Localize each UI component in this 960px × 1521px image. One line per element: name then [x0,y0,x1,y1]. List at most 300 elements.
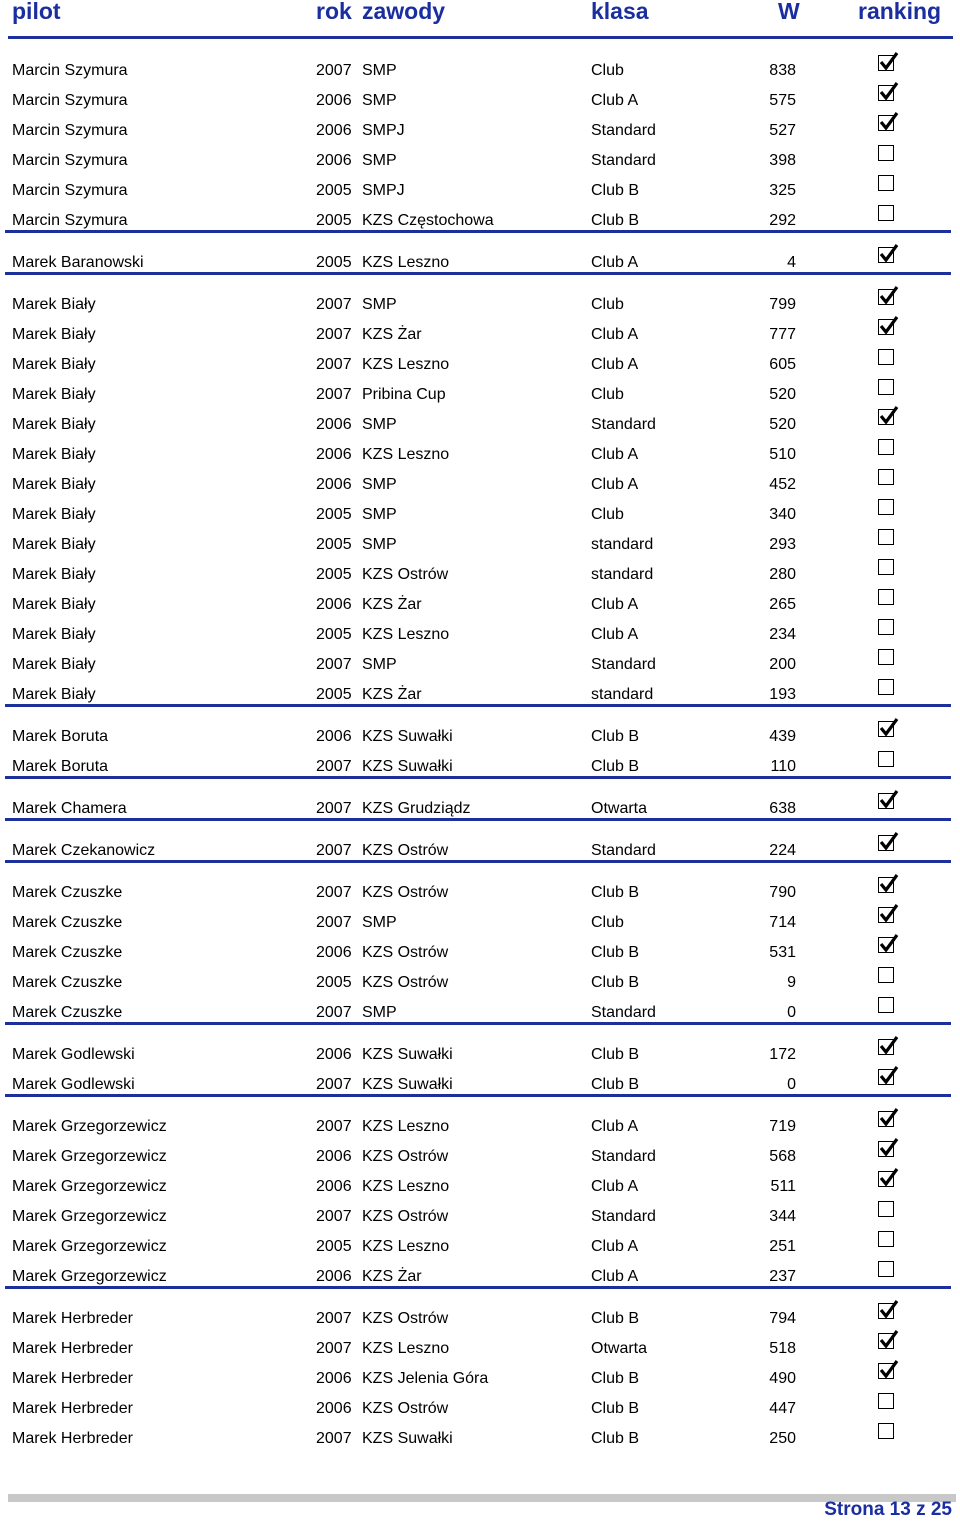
ranking-checkbox[interactable] [878,907,894,923]
ranking-checkbox[interactable] [878,997,894,1013]
cell-w: 520 [769,416,796,433]
cell-rok: 2007 [316,914,352,931]
cell-klasa: Club A [591,1118,639,1135]
ranking-checkbox[interactable] [878,1333,894,1349]
cell-klasa: Club B [591,1430,640,1447]
cell-zawody: KZS Suwałki [362,1046,453,1063]
cell-zawody: KZS Grudziądz [362,800,471,817]
cell-w: 4 [787,254,796,271]
table-row [0,534,960,564]
header-rok: rok [316,0,352,24]
cell-w: 234 [769,626,796,643]
cell-klasa: Club B [591,1046,640,1063]
checkmark-icon [878,1300,900,1320]
ranking-checkbox[interactable] [878,175,894,191]
cell-rok: 2006 [316,446,352,463]
table-row [0,180,960,210]
cell-rok: 2007 [316,1208,352,1225]
cell-klasa: Club B [591,974,640,991]
cell-w: 777 [769,326,796,343]
header-ranking: ranking [858,0,942,24]
cell-w: 531 [769,944,796,961]
cell-w: 0 [787,1076,796,1093]
group-divider [5,818,951,821]
footer-bar [8,1494,956,1502]
cell-zawody: KZS Suwałki [362,758,453,775]
ranking-checkbox[interactable] [878,529,894,545]
checkmark-icon [878,406,900,426]
table-row [0,942,960,972]
cell-pilot: Marek Boruta [12,728,109,745]
ranking-checkbox[interactable] [878,205,894,221]
table-row [0,504,960,534]
cell-rok: 2007 [316,326,352,343]
table-row [0,354,960,384]
cell-w: 237 [769,1268,796,1285]
ranking-checkbox[interactable] [878,85,894,101]
cell-pilot: Marek Biały [12,566,96,583]
ranking-checkbox[interactable] [878,1423,894,1439]
table-row [0,252,960,282]
cell-w: 340 [769,506,796,523]
table-row [0,594,960,624]
cell-pilot: Marek Czuszke [12,944,123,961]
checkmark-icon [878,1330,900,1350]
checkmark-icon [878,904,900,924]
table-row [0,882,960,912]
table-row [0,384,960,414]
ranking-checkbox[interactable] [878,409,894,425]
cell-klasa: standard [591,536,654,553]
cell-klasa: Standard [591,122,656,139]
cell-klasa: standard [591,566,654,583]
cell-pilot: Marek Herbreder [12,1370,133,1387]
table-row [0,1176,960,1206]
cell-klasa: Club B [591,944,640,961]
cell-pilot: Marek Herbreder [12,1400,133,1417]
cell-rok: 2006 [316,1370,352,1387]
cell-klasa: Club [591,506,624,523]
cell-pilot: Marek Biały [12,536,96,553]
cell-klasa: Standard [591,152,656,169]
group-divider [5,1022,951,1025]
table-row [0,1236,960,1266]
cell-w: 568 [769,1148,796,1165]
cell-pilot: Marek Baranowski [12,254,144,271]
cell-zawody: KZS Suwałki [362,1430,453,1447]
cell-w: 452 [769,476,796,493]
cell-klasa: Club A [591,596,639,613]
page-number: Strona 13 z 25 [824,1499,952,1520]
checkmark-icon [878,244,900,264]
ranking-checkbox[interactable] [878,877,894,893]
cell-klasa: Club A [591,446,639,463]
ranking-checkbox[interactable] [878,499,894,515]
table-row [0,564,960,594]
cell-pilot: Marek Grzegorzewicz [12,1238,167,1255]
ranking-checkbox[interactable] [878,247,894,263]
cell-klasa: Club A [591,92,639,109]
ranking-checkbox[interactable] [878,589,894,605]
cell-klasa: Club A [591,1268,639,1285]
checkmark-icon [878,718,900,738]
cell-w: 510 [769,446,796,463]
ranking-checkbox[interactable] [878,559,894,575]
cell-w: 250 [769,1430,796,1447]
cell-zawody: SMP [362,476,397,493]
cell-w: 172 [769,1046,796,1063]
ranking-checkbox[interactable] [878,1201,894,1217]
cell-zawody: SMPJ [362,122,405,139]
table-row [0,1338,960,1368]
cell-zawody: SMP [362,506,397,523]
cell-rok: 2007 [316,62,352,79]
ranking-checkbox[interactable] [878,751,894,767]
cell-zawody: KZS Leszno [362,356,450,373]
cell-klasa: Club A [591,626,639,643]
cell-pilot: Marek Czuszke [12,914,123,931]
table-row [0,684,960,714]
cell-klasa: Club A [591,1178,639,1195]
cell-pilot: Marek Godlewski [12,1076,135,1093]
checkmark-icon [878,316,900,336]
ranking-checkbox[interactable] [878,1393,894,1409]
cell-w: 325 [769,182,796,199]
ranking-checkbox[interactable] [878,145,894,161]
cell-w: 638 [769,800,796,817]
header-w: W [778,0,800,24]
table-row [0,624,960,654]
cell-rok: 2005 [316,566,352,583]
cell-w: 193 [769,686,796,703]
cell-pilot: Marek Czuszke [12,974,123,991]
ranking-checkbox[interactable] [878,319,894,335]
table-row [0,726,960,756]
table-header [0,0,960,40]
cell-zawody: KZS Ostrów [362,842,449,859]
ranking-checkbox[interactable] [878,1231,894,1247]
group-divider [5,272,951,275]
checkmark-icon [878,1066,900,1086]
cell-rok: 2005 [316,1238,352,1255]
checkmark-icon [878,1168,900,1188]
ranking-checkbox[interactable] [878,793,894,809]
ranking-checkbox[interactable] [878,349,894,365]
table-row [0,1146,960,1176]
cell-pilot: Marek Biały [12,626,96,643]
cell-pilot: Marek Boruta [12,758,109,775]
cell-w: 518 [769,1340,796,1357]
cell-zawody: SMP [362,1004,397,1021]
cell-zawody: SMPJ [362,182,405,199]
cell-rok: 2007 [316,1118,352,1135]
cell-pilot: Marcin Szymura [12,152,128,169]
cell-zawody: KZS Ostrów [362,974,449,991]
cell-pilot: Marek Biały [12,296,96,313]
cell-w: 9 [787,974,796,991]
cell-zawody: KZS Leszno [362,626,450,643]
cell-rok: 2005 [316,626,352,643]
cell-klasa: Club B [591,212,640,229]
table-row [0,1368,960,1398]
cell-w: 527 [769,122,796,139]
ranking-checkbox[interactable] [878,55,894,71]
cell-rok: 2007 [316,386,352,403]
table-row [0,210,960,240]
cell-zawody: KZS Ostrów [362,884,449,901]
cell-zawody: KZS Żar [362,326,422,343]
cell-rok: 2006 [316,122,352,139]
cell-zawody: KZS Ostrów [362,1208,449,1225]
ranking-checkbox[interactable] [878,1261,894,1277]
cell-rok: 2005 [316,506,352,523]
cell-zawody: KZS Żar [362,596,422,613]
ranking-checkbox[interactable] [878,721,894,737]
cell-pilot: Marcin Szymura [12,182,128,199]
cell-rok: 2006 [316,596,352,613]
cell-w: 293 [769,536,796,553]
cell-klasa: Club B [591,758,640,775]
cell-klasa: Standard [591,1148,656,1165]
cell-rok: 2006 [316,476,352,493]
ranking-checkbox[interactable] [878,679,894,695]
cell-zawody: KZS Leszno [362,1178,450,1195]
checkmark-icon [878,112,900,132]
ranking-checkbox[interactable] [878,1111,894,1127]
cell-rok: 2007 [316,1310,352,1327]
cell-rok: 2006 [316,92,352,109]
cell-klasa: Club B [591,1370,640,1387]
ranking-checkbox[interactable] [878,835,894,851]
ranking-checkbox[interactable] [878,1363,894,1379]
cell-pilot: Marcin Szymura [12,122,128,139]
cell-w: 790 [769,884,796,901]
cell-rok: 2006 [316,944,352,961]
cell-rok: 2007 [316,1076,352,1093]
cell-zawody: KZS Suwałki [362,1076,453,1093]
cell-w: 714 [769,914,796,931]
cell-klasa: Otwarta [591,1340,648,1357]
cell-zawody: KZS Leszno [362,446,450,463]
cell-pilot: Marek Biały [12,656,96,673]
cell-pilot: Marek Biały [12,446,96,463]
cell-klasa: Club B [591,728,640,745]
ranking-checkbox[interactable] [878,619,894,635]
cell-w: 511 [770,1178,796,1195]
cell-pilot: Marek Biały [12,386,96,403]
cell-pilot: Marek Herbreder [12,1430,133,1447]
cell-rok: 2005 [316,974,352,991]
table-row [0,1206,960,1236]
cell-rok: 2006 [316,1400,352,1417]
table-row [0,1266,960,1296]
cell-pilot: Marek Biały [12,356,96,373]
cell-klasa: Standard [591,842,656,859]
ranking-checkbox[interactable] [878,1069,894,1085]
table-row [0,1044,960,1074]
ranking-checkbox[interactable] [878,967,894,983]
cell-pilot: Marcin Szymura [12,212,128,229]
ranking-checkbox[interactable] [878,649,894,665]
ranking-checkbox[interactable] [878,439,894,455]
cell-zawody: KZS Leszno [362,1340,450,1357]
cell-pilot: Marek Grzegorzewicz [12,1208,167,1225]
ranking-checkbox[interactable] [878,379,894,395]
cell-klasa: Club [591,62,624,79]
ranking-checkbox[interactable] [878,937,894,953]
cell-w: 265 [769,596,796,613]
cell-w: 719 [769,1118,796,1135]
cell-pilot: Marcin Szymura [12,92,128,109]
cell-zawody: SMP [362,416,397,433]
ranking-checkbox[interactable] [878,115,894,131]
ranking-checkbox[interactable] [878,1141,894,1157]
table-row [0,324,960,354]
ranking-checkbox[interactable] [878,1303,894,1319]
cell-pilot: Marek Biały [12,686,96,703]
cell-rok: 2005 [316,536,352,553]
cell-pilot: Marek Grzegorzewicz [12,1118,167,1135]
cell-rok: 2005 [316,212,352,229]
cell-w: 490 [769,1370,796,1387]
cell-zawody: KZS Leszno [362,254,450,271]
cell-pilot: Marek Biały [12,506,96,523]
cell-w: 447 [769,1400,796,1417]
cell-rok: 2006 [316,152,352,169]
cell-rok: 2007 [316,884,352,901]
table-row [0,60,960,90]
cell-w: 398 [769,152,796,169]
cell-zawody: KZS Żar [362,686,422,703]
cell-zawody: KZS Suwałki [362,728,453,745]
checkmark-icon [878,1360,900,1380]
cell-rok: 2006 [316,1046,352,1063]
table-row [0,444,960,474]
cell-klasa: Club B [591,182,640,199]
checkmark-icon [878,52,900,72]
group-divider [5,1286,951,1289]
cell-pilot: Marek Grzegorzewicz [12,1268,167,1285]
cell-zawody: SMP [362,152,397,169]
cell-zawody: KZS Ostrów [362,944,449,961]
checkmark-icon [878,82,900,102]
cell-pilot: Marek Czekanowicz [12,842,156,859]
cell-pilot: Marek Biały [12,476,96,493]
header-pilot: pilot [12,0,61,24]
table-row [0,294,960,324]
checkmark-icon [878,790,900,810]
cell-klasa: Club A [591,476,639,493]
cell-w: 200 [769,656,796,673]
cell-rok: 2007 [316,356,352,373]
cell-w: 520 [769,386,796,403]
cell-rok: 2007 [316,1430,352,1447]
cell-pilot: Marek Godlewski [12,1046,135,1063]
cell-klasa: Club B [591,884,640,901]
cell-klasa: Club A [591,254,639,271]
group-divider [5,860,951,863]
checkmark-icon [878,286,900,306]
ranking-checkbox[interactable] [878,1171,894,1187]
cell-klasa: Club B [591,1076,640,1093]
cell-w: 838 [769,62,796,79]
checkmark-icon [878,832,900,852]
checkmark-icon [878,1036,900,1056]
cell-w: 110 [770,758,796,775]
cell-w: 251 [769,1238,796,1255]
table-row [0,798,960,828]
ranking-checkbox[interactable] [878,1039,894,1055]
cell-zawody: SMP [362,92,397,109]
cell-w: 0 [787,1004,796,1021]
cell-zawody: KZS Częstochowa [362,212,494,229]
cell-pilot: Marek Chamera [12,800,127,817]
cell-klasa: Standard [591,656,656,673]
cell-klasa: Otwarta [591,800,648,817]
table-row [0,1398,960,1428]
cell-w: 344 [769,1208,796,1225]
cell-pilot: Marek Grzegorzewicz [12,1148,167,1165]
cell-klasa: Club A [591,356,639,373]
cell-zawody: KZS Żar [362,1268,422,1285]
cell-klasa: Club [591,914,624,931]
table-row [0,150,960,180]
cell-rok: 2007 [316,758,352,775]
cell-zawody: KZS Ostrów [362,1148,449,1165]
cell-rok: 2006 [316,1178,352,1195]
cell-w: 280 [769,566,796,583]
table-row [0,756,960,786]
ranking-checkbox[interactable] [878,289,894,305]
table-row [0,1428,960,1458]
header-divider [8,36,953,39]
cell-zawody: KZS Ostrów [362,1400,449,1417]
table-row [0,1074,960,1104]
table-row [0,120,960,150]
table-row [0,414,960,444]
cell-klasa: Club [591,386,624,403]
cell-zawody: KZS Leszno [362,1118,450,1135]
cell-klasa: Standard [591,416,656,433]
cell-rok: 2007 [316,842,352,859]
cell-pilot: Marek Herbreder [12,1310,133,1327]
table-row [0,1002,960,1032]
cell-klasa: Standard [591,1004,656,1021]
cell-pilot: Marcin Szymura [12,62,128,79]
cell-pilot: Marek Grzegorzewicz [12,1178,167,1195]
cell-zawody: KZS Ostrów [362,1310,449,1327]
cell-rok: 2006 [316,1268,352,1285]
cell-klasa: Club [591,296,624,313]
cell-rok: 2006 [316,416,352,433]
cell-klasa: standard [591,686,654,703]
table-row [0,654,960,684]
cell-rok: 2005 [316,686,352,703]
ranking-checkbox[interactable] [878,469,894,485]
cell-rok: 2006 [316,728,352,745]
header-zawody: zawody [362,0,446,24]
cell-pilot: Marek Biały [12,596,96,613]
cell-pilot: Marek Czuszke [12,884,123,901]
cell-zawody: Pribina Cup [362,386,446,403]
cell-zawody: SMP [362,296,397,313]
cell-rok: 2005 [316,254,352,271]
group-divider [5,1094,951,1097]
cell-w: 575 [769,92,796,109]
table-row [0,90,960,120]
checkmark-icon [878,1138,900,1158]
header-klasa: klasa [591,0,649,24]
